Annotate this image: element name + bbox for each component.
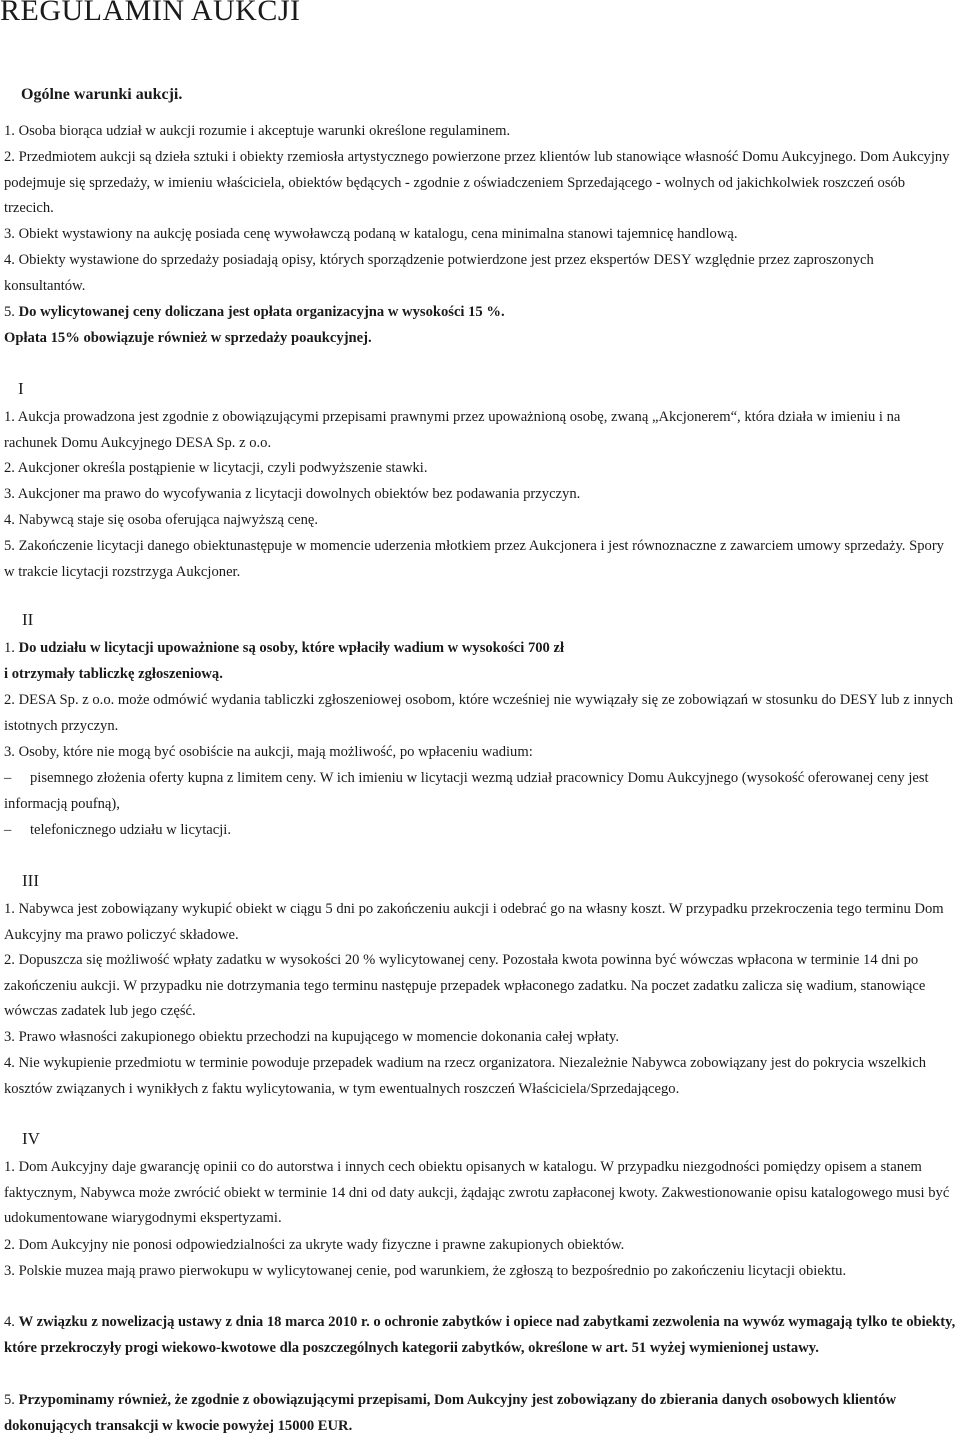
dash-bullet: – bbox=[4, 822, 12, 838]
section4-clause-1: 1. Dom Aukcyjny daje gwarancję opinii co do autorstwa i innych cech obiektu opisanych w katalogu. W przypadku niezgodności pomiędzy opisem a stanem faktycznym, Nabywca może zwrócić obiekt w terminie 14 dni od daty aukcji, żądając zwrotu zapłaconej kwoty. Zakwestionowanie opisu katalogowego musi być udokumentowane wiarygodnymi ekspertyzami. bbox=[4, 1159, 950, 1227]
deposit-requirement: Do udziału w licytacji upoważnione są osoby, które wpłaciły wadium w wysokości 700 zł bbox=[18, 640, 565, 656]
bullet-text: telefonicznego udziału w licytacji. bbox=[30, 822, 231, 838]
section1-clause-2: 2. Aukcjoner określa postąpienie w licytacji, czyli podwyższenie stawki. bbox=[4, 460, 428, 476]
section1-clause-4: 4. Nabywcą staje się osoba oferująca najwyższą cenę. bbox=[4, 512, 319, 528]
bullet-text: pisemnego złożenia oferty kupna z limitem ceny. W ich imieniu w licytacji wezmą udział pracownicy Domu Aukcyjnego (wysokość oferowanej ceny jest informacją poufną), bbox=[4, 770, 929, 812]
general-clause-1: 1. Osoba biorąca udział w aukcji rozumie i akceptuje warunki określone regulaminem. bbox=[4, 123, 511, 139]
section2-bullet-written-offer bbox=[4, 766, 956, 817]
clause-number: 1. bbox=[4, 640, 15, 656]
section4-clause-4 bbox=[4, 1310, 956, 1361]
fee-notice: Do wylicytowanej ceny doliczana jest opłata organizacyjna w wysokości 15 %. bbox=[18, 304, 505, 320]
section3-clause-2: 2. Dopuszcza się możliwość wpłaty zadatku w wysokości 20 % wylicytowanej ceny. Pozostała kwota powinna być wówczas wpłacona w terminie 14 dni po zakończeniu aukcji. W przypadku nie dotrzymania tego terminu następuje przepadek wpłaconego zadatku. Na poczet zadatku zalicza się wadium, stanowiące wówczas zadatek lub jego część. bbox=[4, 952, 926, 1020]
section3-clause-4: 4. Nie wykupienie przedmiotu w terminie powoduje przepadek wadium na rzecz organizatora. Niezależnie Nabywca zobowiązany jest do pokrycia wszelkich kosztów związanych i wynikłych z faktu wylicytowania, w tym ewentualnych roszczeń Właściciela/Sprzedającego. bbox=[4, 1055, 927, 1097]
section4-clause-2: 2. Dom Aukcyjny nie ponosi odpowiedzialności za ukryte wady fizyczne i prawne zakupionych obiektów. bbox=[4, 1237, 625, 1253]
general-conditions-heading: Ogólne warunki aukcji. bbox=[21, 86, 183, 103]
section1-clause-1: 1. Aukcja prowadzona jest zgodnie z obowiązującymi przepisami prawnymi przez upoważnioną osobę, zwaną „Akcjonerem“, która działa w imieniu i na rachunek Domu Aukcyjnego DESA Sp. z o.o. bbox=[4, 409, 901, 451]
general-clause-3: 3. Obiekt wystawiony na aukcję posiada cenę wywoławczą podaną w katalogu, cena minimalna stanowi tajemnicę handlową. bbox=[4, 226, 738, 242]
section4-clause-5 bbox=[4, 1388, 956, 1439]
clause-number: 5. bbox=[4, 304, 15, 320]
section4-clause-3: 3. Polskie muzea mają prawo pierwokupu w wylicytowanej cenie, pod warunkiem, że zgłoszą to bezpośrednio po zakończeniu licytacji obiektu. bbox=[4, 1263, 847, 1279]
section2-clause-3: 3. Osoby, które nie mogą być osobiście na aukcji, mają możliwość, po wpłaceniu wadium: bbox=[4, 744, 533, 760]
general-clause-5 bbox=[4, 300, 956, 326]
clause-number: 4. bbox=[4, 1314, 15, 1330]
section1-clause-5: 5. Zakończenie licytacji danego obiektunastępuje w momencie uderzenia młotkiem przez Aukcjonera i jest równoznaczne z zawarciem umowy sprzedaży. Spory w trakcie licytacji rozstrzyga Aukcjoner. bbox=[4, 538, 944, 580]
document-title: REGULAMIN AUKCJI bbox=[0, 0, 301, 27]
export-permit-notice: W związku z nowelizacją ustawy z dnia 18 marca 2010 r. o ochronie zabytków i opiece nad zabytkami zezwolenia na wywóz wymagają tylko te obiekty, które przekroczyły progi wiekowo-kwotowe dla poszczególnych kategorii zabytków, określone w art. 51 wyżej wymienionej ustawy. bbox=[4, 1314, 956, 1356]
general-clause-2: 2. Przedmiotem aukcji są dzieła sztuki i obiekty rzemiosła artystycznego powierzone przez klientów lub stanowiące własność Domu Aukcyjnego. Dom Aukcyjny podejmuje się sprzedaży, w imieniu właściciela, obiektów będących - zgodnie z oświadczeniem Sprzedającego - wolnych od jakichkolwiek roszczeń osób trzecich. bbox=[4, 149, 950, 217]
section2-clause-1 bbox=[4, 636, 956, 662]
section-number-2: II bbox=[22, 610, 34, 629]
personal-data-notice: Przypominamy również, że zgodnie z obowiązującymi przepisami, Dom Aukcyjny jest zobowiązany do zbierania danych osobowych klientów dokonujących transakcji w kwocie powyżej 15000 EUR. bbox=[4, 1392, 897, 1434]
section3-clause-3: 3. Prawo własności zakupionego obiektu przechodzi na kupującego w momencie dokonania całej wpłaty. bbox=[4, 1029, 620, 1045]
post-auction-fee-notice: Opłata 15% obowiązuje również w sprzedaży poaukcyjnej. bbox=[4, 330, 372, 346]
section3-clause-1: 1. Nabywca jest zobowiązany wykupić obiekt w ciągu 5 dni po zakończeniu aukcji i odebrać go na własny koszt. W przypadku przekroczenia tego terminu Dom Aukcyjny ma prawo policzyć składowe. bbox=[4, 901, 944, 943]
general-clause-4: 4. Obiekty wystawione do sprzedaży posiadają opisy, których sporządzenie potwierdzone jest przez ekspertów DESY względnie przez zaproszonych konsultantów. bbox=[4, 252, 874, 294]
section-number-1: I bbox=[18, 379, 24, 398]
dash-bullet: – bbox=[4, 770, 12, 786]
section2-bullet-phone bbox=[4, 818, 956, 844]
section1-clause-3: 3. Aukcjoner ma prawo do wycofywania z licytacji dowolnych obiektów bez podawania przyczyn. bbox=[4, 486, 581, 502]
section-number-4: IV bbox=[22, 1129, 40, 1148]
clause-number: 5. bbox=[4, 1392, 15, 1408]
section-number-3: III bbox=[22, 871, 39, 890]
section2-clause-1-cont: i otrzymały tabliczkę zgłoszeniową. bbox=[4, 666, 223, 682]
section2-clause-2: 2. DESA Sp. z o.o. może odmówić wydania tabliczki zgłoszeniowej osobom, które wcześniej nie wywiązały się ze zobowiązań w stosunku do DESY lub z innych istotnych przyczyn. bbox=[4, 692, 954, 734]
